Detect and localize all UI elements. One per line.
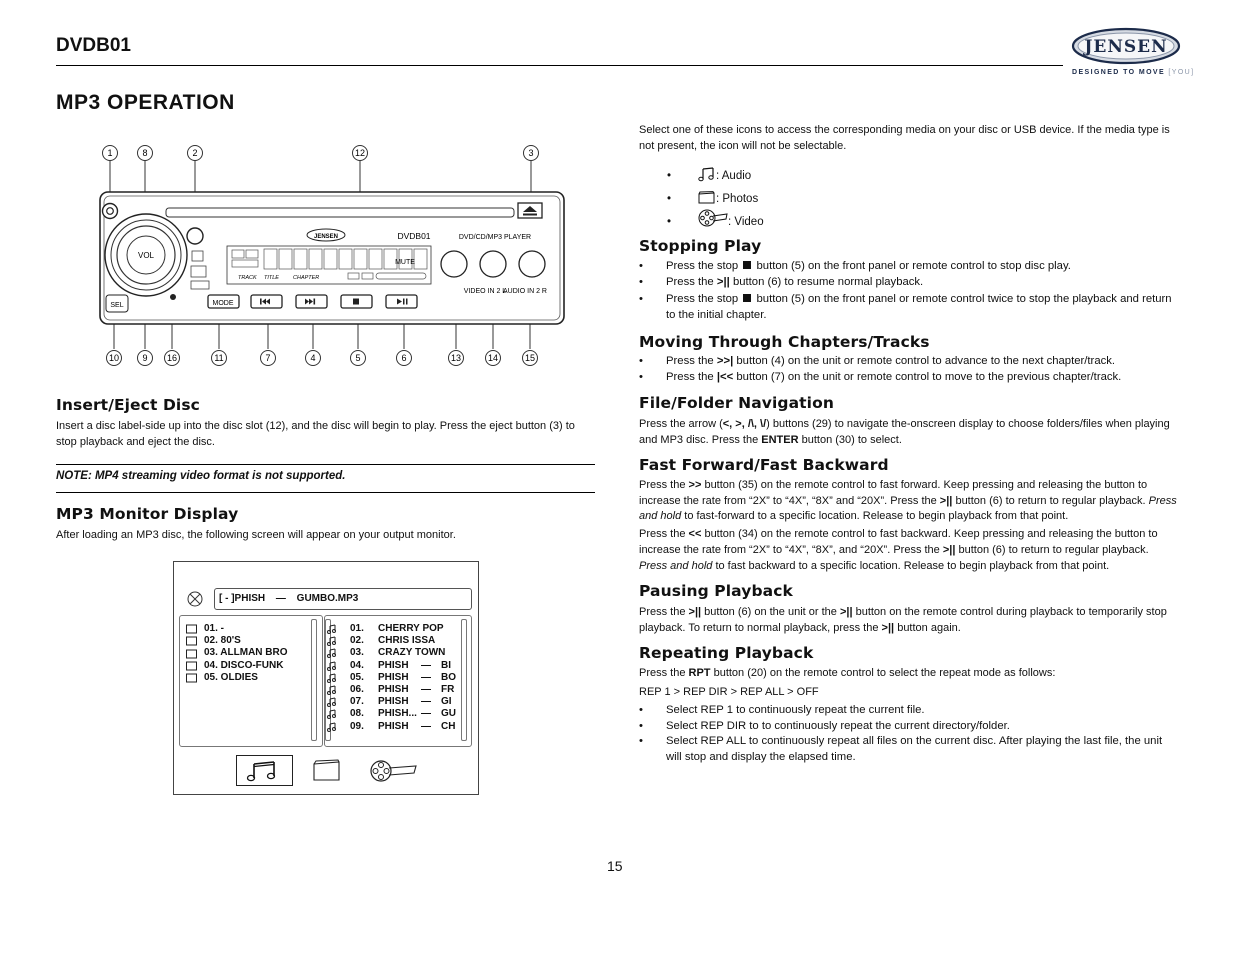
svg-text:MODE: MODE <box>212 300 234 307</box>
track-suffix: CH <box>441 720 456 732</box>
mp3-monitor-screen <box>173 561 479 795</box>
track-number: 04. <box>350 659 364 671</box>
track-row[interactable] <box>325 635 461 647</box>
folder-icon <box>186 649 198 659</box>
track-row[interactable] <box>325 623 461 635</box>
track-number: 03. <box>350 647 364 659</box>
music-note-icon <box>327 624 337 634</box>
folder-label: 05. OLDIES <box>204 671 258 683</box>
svg-text:10: 10 <box>108 353 120 363</box>
svg-text:VIDEO IN 2 L: VIDEO IN 2 L <box>463 288 507 295</box>
pausing-heading: Pausing Playback <box>639 582 793 601</box>
folder-icon[interactable] <box>312 759 342 783</box>
music-note-icon <box>327 697 337 707</box>
track-separator: — <box>421 696 431 708</box>
model-name: DVDB01 <box>56 35 131 56</box>
path-separator: — <box>275 593 286 604</box>
svg-text:5: 5 <box>355 353 361 363</box>
track-row[interactable] <box>325 660 461 672</box>
track-scrollbar[interactable] <box>461 619 467 741</box>
audio-media-button[interactable] <box>236 755 293 786</box>
track-suffix: GU <box>441 708 456 720</box>
svg-text:9: 9 <box>142 353 148 363</box>
track-number: 06. <box>350 683 364 695</box>
folder-icon <box>186 636 198 646</box>
front-panel-diagram <box>96 140 576 372</box>
svg-text:1: 1 <box>107 148 113 158</box>
music-note-icon <box>327 661 337 671</box>
svg-text:AUDIO IN 2 R: AUDIO IN 2 R <box>503 288 547 295</box>
note-rule-top <box>56 464 595 465</box>
list-item: • Select REP 1 to continuously repeat the current file. <box>639 703 1179 719</box>
track-suffix: BO <box>441 671 456 683</box>
folder-row[interactable] <box>186 672 310 684</box>
path-file: GUMBO.MP3 <box>296 593 359 604</box>
folder-row[interactable] <box>186 647 310 659</box>
track-row[interactable] <box>325 647 461 659</box>
repeat-list <box>639 703 1179 765</box>
track-number: 05. <box>350 671 364 683</box>
tagline-text: DESIGNED TO MOVE <box>1072 69 1166 76</box>
svg-text:DVD/CD/MP3 PLAYER: DVD/CD/MP3 PLAYER <box>458 234 532 241</box>
list-item: • Press the stop button (5) on the front panel or remote control to stop disc play. <box>639 259 1179 275</box>
list-item: • Press the >|| button (6) to resume normal playback. <box>639 275 1179 291</box>
track-number: 08. <box>350 708 364 720</box>
track-suffix: FR <box>441 683 455 695</box>
film-reel-icon[interactable] <box>369 757 419 785</box>
folder-icon <box>698 191 716 205</box>
mp3-monitor-section <box>56 505 596 544</box>
media-icon-label: : Audio <box>716 170 752 182</box>
track-number: 09. <box>350 720 364 732</box>
track-name: PHISH <box>378 696 409 708</box>
track-row[interactable] <box>325 672 461 684</box>
svg-text:11: 11 <box>214 353 224 363</box>
repeating-body: Press the RPT button (20) on the remote control to select the repeat mode as follows: <box>639 667 1056 680</box>
logo-tagline <box>1072 69 1194 76</box>
no-entry-icon <box>187 591 203 607</box>
folder-scrollbar[interactable] <box>311 619 317 741</box>
folder-icon <box>186 661 198 671</box>
page-number: 15 <box>607 858 623 874</box>
film-reel-icon <box>698 208 728 228</box>
page-title: MP3 OPERATION <box>56 91 235 114</box>
folder-label: 01. - <box>204 623 225 634</box>
media-icon-list <box>667 166 1179 228</box>
stopping-list <box>639 259 1179 323</box>
chapters-heading: Moving Through Chapters/Tracks <box>639 333 930 351</box>
track-row[interactable] <box>325 721 461 733</box>
folder-label: 03. ALLMAN BRO <box>204 647 288 659</box>
music-note-icon <box>327 673 337 683</box>
list-item: • Press the stop button (5) on the front panel or remote control twice to stop the playback and return to the initial chapter. <box>639 292 1179 323</box>
stop-icon <box>743 261 751 269</box>
folder-list-panel <box>179 615 323 747</box>
svg-text:VOL: VOL <box>137 251 155 260</box>
tagline-bracket: [YOU] <box>1168 69 1195 76</box>
svg-text:6: 6 <box>401 353 407 363</box>
insert-eject-heading: Insert/Eject Disc <box>56 396 200 414</box>
folder-nav-body: Press the arrow (<, >, /\, \/) buttons (29) to navigate the-onscreen display to choose folders/files when playing and MP3 disc. Press the ENTER button (30) to select. <box>639 418 1170 446</box>
music-note-icon <box>698 166 716 182</box>
folder-label: 04. DISCO-FUNK <box>204 659 284 671</box>
right-column <box>639 122 1179 765</box>
svg-text:16: 16 <box>166 353 178 363</box>
ffwd-body-2: Press the << button (34) on the remote control to fast backward. Keep pressing and releasing the button to increase the rate from “2X” to “4X”, “8X”, and “20X”. Press the >|| button (6) to return to regular playback. Press and hold to fast backward to a specific location. Release to begin playback from that point. <box>639 528 1158 572</box>
track-name: CRAZY TOWN <box>378 647 446 659</box>
track-number: 02. <box>350 635 364 647</box>
folder-list <box>186 623 310 684</box>
music-note-icon <box>327 636 337 646</box>
svg-text:DVDB01: DVDB01 <box>397 231 431 241</box>
track-separator: — <box>421 683 431 695</box>
stop-icon <box>743 294 751 302</box>
folder-row[interactable] <box>186 635 310 647</box>
repeating-heading: Repeating Playback <box>639 644 814 663</box>
svg-text:2: 2 <box>192 148 198 158</box>
track-separator: — <box>421 720 431 732</box>
track-number: 01. <box>350 623 364 634</box>
svg-text:CHAPTER: CHAPTER <box>293 275 320 281</box>
music-note-icon <box>327 722 337 732</box>
track-name: PHISH... <box>378 708 417 720</box>
jensen-logo <box>1070 26 1182 66</box>
pausing-body: Press the >|| button (6) on the unit or the >|| button on the remote control during playback to temporarily stop playback. To return to normal playback, press the >|| button again. <box>639 606 1167 635</box>
track-name: PHISH <box>378 671 409 683</box>
list-item: • Press the >>| button (4) on the unit or remote control to advance to the next chapter/track. <box>639 354 1179 370</box>
list-item: • Press the |<< button (7) on the unit or remote control to move to the previous chapter/track. <box>639 370 1179 386</box>
folder-nav-heading: File/Folder Navigation <box>639 394 834 412</box>
path-folder: [ - ]PHISH <box>219 593 266 604</box>
note-rule-bottom <box>56 492 595 493</box>
svg-text:TRACK: TRACK <box>238 275 257 281</box>
music-note-icon <box>237 756 291 784</box>
track-row[interactable] <box>325 684 461 696</box>
media-icon-item: • : Audio <box>667 166 1179 182</box>
svg-text:MUTE: MUTE <box>395 259 415 266</box>
track-name: CHRIS ISSA <box>378 635 436 647</box>
ffwd-heading: Fast Forward/Fast Backward <box>639 456 889 474</box>
music-note-icon <box>327 648 337 658</box>
music-note-icon <box>327 685 337 695</box>
track-name: PHISH <box>378 720 409 732</box>
svg-text:12: 12 <box>354 148 366 158</box>
media-icon-item: • : Photos <box>667 193 759 205</box>
media-icon-label: : Photos <box>716 193 759 205</box>
mp3-monitor-body: After loading an MP3 disc, the following screen will appear on your output monitor. <box>56 529 456 541</box>
track-separator: — <box>421 659 431 671</box>
repeat-sequence: REP 1 > REP DIR > REP ALL > OFF <box>639 685 819 698</box>
note-text: NOTE: MP4 streaming video format is not supported. <box>56 470 346 482</box>
music-note-icon <box>327 709 337 719</box>
track-list-panel <box>324 615 472 747</box>
track-name: PHISH <box>378 683 409 695</box>
svg-text:SEL: SEL <box>110 302 124 309</box>
track-separator: — <box>421 708 431 720</box>
track-suffix: GI <box>441 696 452 708</box>
insert-eject-section <box>56 396 596 450</box>
track-row[interactable] <box>325 696 461 708</box>
track-name: CHERRY POP <box>378 623 444 634</box>
folder-icon <box>186 624 198 634</box>
folder-label: 02. 80'S <box>204 635 241 647</box>
track-suffix: BI <box>441 659 451 671</box>
svg-text:13: 13 <box>450 353 462 363</box>
svg-text:JENSEN: JENSEN <box>1084 37 1168 57</box>
media-icon-label: : Video <box>728 216 764 228</box>
chapters-list <box>639 354 1179 385</box>
media-icon-item: • : Video <box>667 212 1179 228</box>
svg-text:8: 8 <box>142 148 148 158</box>
header-rule <box>56 65 1063 66</box>
svg-text:15: 15 <box>524 353 536 363</box>
svg-text:4: 4 <box>310 353 316 363</box>
track-row[interactable] <box>325 708 461 720</box>
intro-text: Select one of these icons to access the corresponding media on your disc or USB device. If the media type is not present, the icon will not be selectable. <box>639 124 1170 152</box>
stopping-heading: Stopping Play <box>639 237 762 255</box>
folder-icon <box>186 673 198 683</box>
folder-row[interactable] <box>186 660 310 672</box>
svg-text:14: 14 <box>487 353 499 363</box>
list-item: • Select REP DIR to to continuously repeat the current directory/folder. <box>639 719 1179 735</box>
ffwd-body-1: Press the >> button (35) on the remote control to fast forward. Keep pressing and releasing the button to increase the rate from “2X” to “4X”, “8X” and “20X”. Press the >|| button (6) to return to regular playback. Press and hold to fast-forward to a specific location. Release to begin playback from that point. <box>639 479 1177 523</box>
track-separator: — <box>421 671 431 683</box>
track-list <box>325 623 461 733</box>
insert-eject-body: Insert a disc label-side up into the disc slot (12), and the disc will begin to play. Press the eject button (3) to stop playback and eject the disc. <box>56 420 575 448</box>
svg-text:JENSEN: JENSEN <box>313 234 339 240</box>
folder-row[interactable] <box>186 623 310 635</box>
svg-text:7: 7 <box>265 353 271 363</box>
current-path-bar <box>214 588 472 610</box>
list-item: • Select REP ALL to continuously repeat all files on the current disc. After playing the last file, the unit will stop and display the elapsed time. <box>639 734 1179 765</box>
mp3-monitor-heading: MP3 Monitor Display <box>56 505 239 523</box>
track-name: PHISH <box>378 659 409 671</box>
svg-text:3: 3 <box>528 148 534 158</box>
track-number: 07. <box>350 696 364 708</box>
svg-text:TITLE: TITLE <box>264 275 279 281</box>
